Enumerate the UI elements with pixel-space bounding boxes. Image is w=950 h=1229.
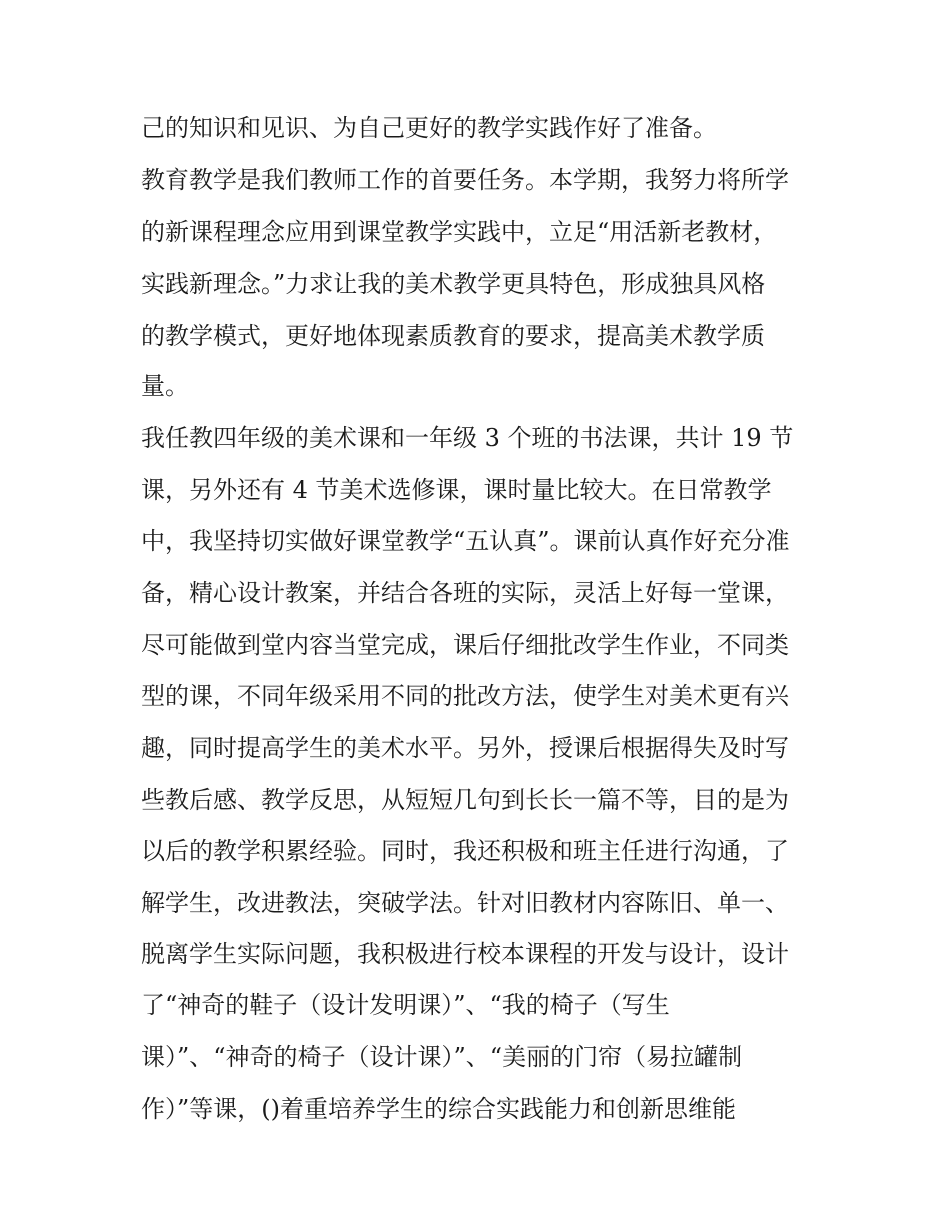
- text-line: 解学生，改进教法，突破学法。针对旧教材内容陈旧、单一、: [141, 889, 789, 917]
- text-line: 尽可能做到堂内容当堂完成，课后仔细批改学生作业，不同类: [141, 631, 789, 659]
- text-line: 教育教学是我们教师工作的首要任务。本学期，我努力将所学: [141, 166, 789, 194]
- text-line: 以后的教学积累经验。同时，我还积极和班主任进行沟通，了: [141, 837, 789, 865]
- text-line: 己的知识和见识、为自己更好的教学实践作好了准备。: [141, 114, 717, 142]
- text-line: 备，精心设计教案，并结合各班的实际，灵活上好每一堂课，: [141, 579, 789, 607]
- text-line: 脱离学生实际问题，我积极进行校本课程的开发与设计，设计: [141, 940, 789, 968]
- text-line: 课）”、“神奇的椅子（设计课）”、“美丽的门帘（易拉罐制: [141, 1043, 743, 1071]
- text-line: 了“神奇的鞋子（设计发明课）”、“我的椅子（写生: [141, 991, 670, 1019]
- text-line: 的教学模式，更好地体现素质教育的要求，提高美术教学质: [141, 322, 765, 350]
- text-line: 的新课程理念应用到课堂教学实践中，立足“用活新老教材，: [141, 218, 778, 246]
- text-line: 些教后感、教学反思，从短短几句到长长一篇不等，目的是为: [141, 786, 789, 814]
- text-line: 量。: [141, 372, 189, 400]
- text-line: 课，另外还有 4 节美术选修课，课时量比较大。在日常教学: [141, 476, 772, 504]
- text-line: 实践新理念。”力求让我的美术教学更具特色，形成独具风格: [141, 270, 766, 298]
- text-line: 中，我坚持切实做好课堂教学“五认真”。课前认真作好充分准: [141, 527, 790, 555]
- text-line: 趣，同时提高学生的美术水平。另外，授课后根据得失及时写: [141, 734, 789, 762]
- text-line: 作）”等课，()着重培养学生的综合实践能力和创新思维能: [141, 1095, 736, 1123]
- text-line: 型的课，不同年级采用不同的批改方法，使学生对美术更有兴: [141, 682, 789, 710]
- text-line: 我任教四年级的美术课和一年级 3 个班的书法课，共计 19 节: [141, 424, 794, 452]
